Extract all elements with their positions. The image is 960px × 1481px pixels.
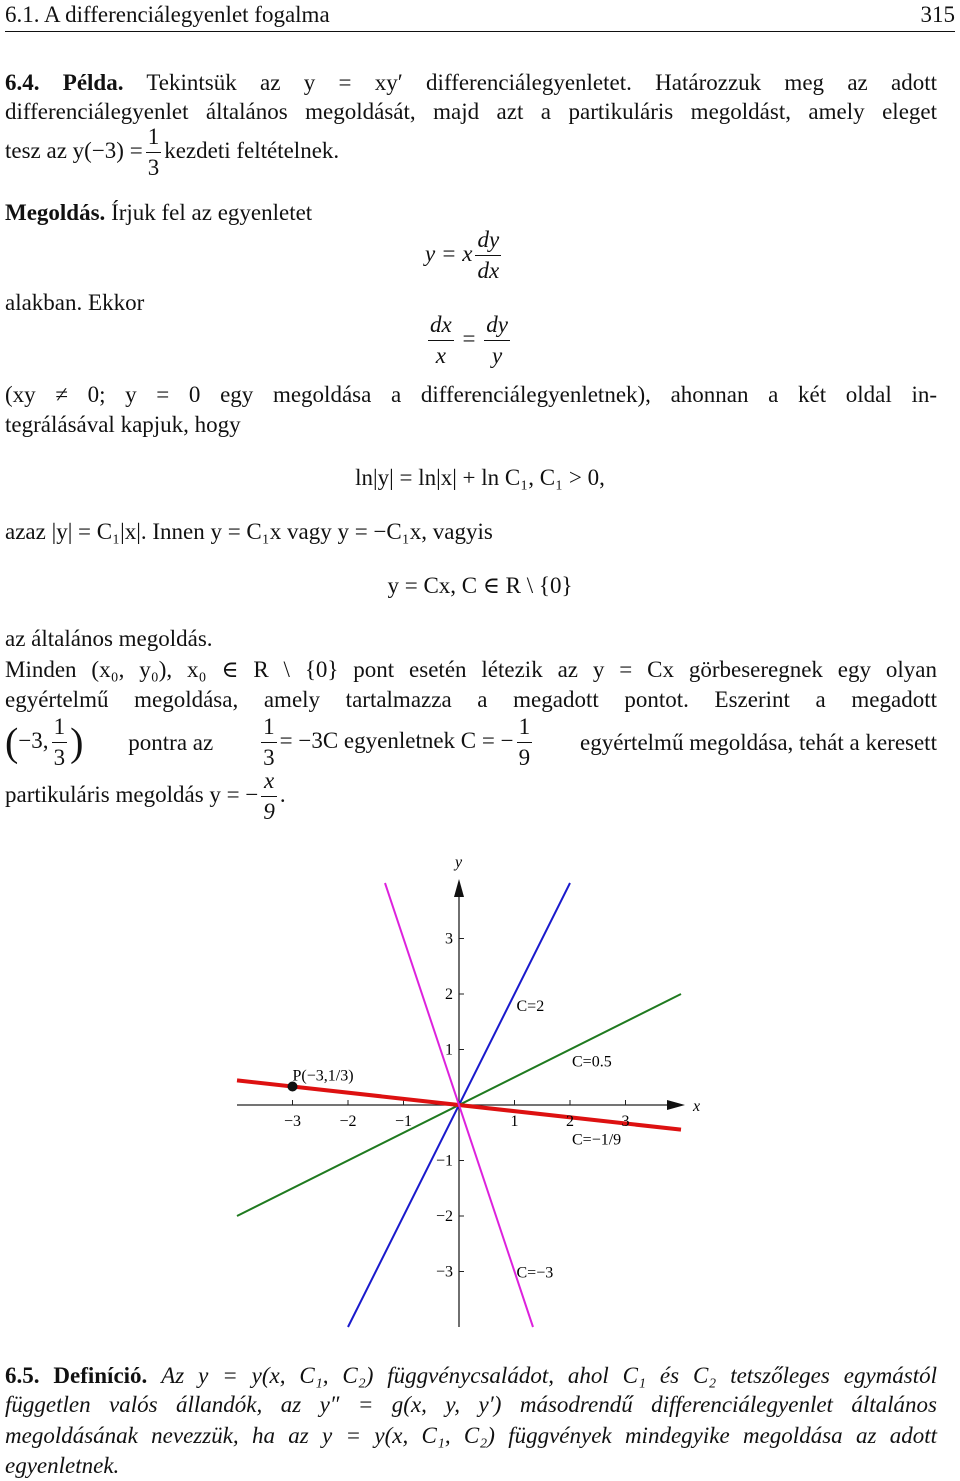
num: dy	[484, 310, 510, 341]
text-line: tegrálásával kapjuk, hogy	[5, 412, 241, 437]
equation	[425, 225, 504, 286]
expr	[258, 712, 535, 773]
point-label: P(−3,1/3)	[292, 1067, 354, 1085]
fraction	[52, 712, 68, 773]
den: 9	[518, 745, 531, 770]
text-line: (xy ≠ 0; y = 0 egy megoldása a differenciálegyenletnek), ahonnan a két oldal in-	[5, 382, 937, 407]
den: x	[435, 343, 446, 368]
series-label: C=2	[516, 998, 545, 1016]
x-axis-label: x	[693, 1098, 701, 1115]
y-tick-label: −1	[435, 1152, 453, 1170]
den: dx	[477, 258, 500, 283]
equation: y = Cx, C ∈ R \ {0}	[387, 573, 573, 598]
text-line	[5, 766, 937, 827]
text-line: Írjuk fel az egyenletet	[111, 200, 313, 225]
y-tick-label: 1	[445, 1041, 453, 1059]
text-line	[5, 122, 937, 183]
num: dy	[475, 225, 501, 256]
x-tick-label: −1	[394, 1113, 413, 1130]
y-tick-label: −2	[435, 1208, 453, 1225]
num: x	[261, 766, 277, 797]
x-tick-label: −3	[283, 1113, 302, 1130]
text: egyértelmű megoldása, tehát a keresett	[579, 729, 937, 755]
text-line: Minden (x₀, y₀), x₀ ∈ R \ {0} pont esetén létezik az y = Cx görbeseregnek egy olyan	[5, 657, 937, 682]
text-line: egyenletnek.	[5, 1453, 120, 1478]
definition-label: 6.5. Definíció.	[5, 1363, 148, 1388]
fraction	[475, 225, 501, 286]
x-tick-label: −2	[339, 1113, 357, 1130]
y-axis-arrow	[454, 879, 464, 897]
text-line: megoldásának nevezzük, ha az y = y(x, C₁, C₂) függvények mindegyike megoldása az adott	[5, 1423, 937, 1448]
text-line: differenciálegyenlet általános megoldását, majd azt a partikuláris megoldást, amely eleget	[5, 99, 937, 124]
text-line	[5, 712, 937, 773]
text: pontra az	[128, 729, 214, 755]
text: kezdeti feltételnek.	[164, 137, 340, 163]
num: 1	[146, 122, 162, 153]
den: 3	[53, 745, 66, 770]
series-label: C=−3	[516, 1264, 554, 1282]
den: 9	[263, 799, 275, 824]
text: y = x	[425, 240, 473, 266]
y-axis-label: y	[455, 854, 463, 871]
den: y	[491, 343, 503, 368]
num: 1	[52, 712, 68, 743]
fraction	[146, 122, 162, 183]
x-tick-label: 2	[566, 1113, 574, 1130]
page-number: 315	[920, 2, 955, 27]
equation: ln|y| = ln|x| + ln C₁, C₁ > 0,	[355, 465, 605, 490]
fraction	[261, 712, 277, 773]
text: =	[462, 325, 476, 351]
text-line: Tekintsük az y = xy′ differenciálegyenletet. Határozzuk meg az adott	[146, 70, 937, 95]
text: partikuláris megoldás y = −	[5, 781, 259, 807]
series-label: C=−1/9	[572, 1131, 622, 1149]
text-line: alakban. Ekkor	[5, 290, 145, 315]
text: .	[279, 781, 286, 807]
labels	[284, 854, 700, 1282]
solution-curves-chart	[0, 840, 960, 1340]
num: 1	[261, 712, 277, 743]
fraction	[261, 766, 277, 827]
fraction	[428, 310, 454, 371]
den: 3	[263, 745, 275, 770]
x-axis-arrow	[667, 1100, 685, 1110]
point-expr: (−3, $\frac{1}{3}$ )	[5, 712, 83, 773]
text-line: azaz |y| = C₁|x|. Innen y = C₁x vagy y = −C₁x, vagyis	[5, 519, 493, 544]
text: = −3C egyenletnek C = −	[279, 727, 514, 753]
text: tesz az y(−3) =	[5, 137, 143, 163]
y-tick-label: −3	[435, 1263, 453, 1281]
text: −3,	[18, 727, 49, 753]
text-line: egyértelmű megoldása, amely tartalmazza a megadott pontot. Eszerint a megadott	[5, 687, 937, 712]
fraction	[517, 712, 533, 773]
text-line: független valós állandók, az y″ = g(x, y, y′) másodrendű differenciálegyenlet általános	[5, 1392, 937, 1417]
solution-label: Megoldás.	[5, 200, 106, 225]
header-rule	[5, 31, 955, 32]
example-label: 6.4. Példa.	[5, 70, 124, 95]
fraction	[484, 310, 510, 371]
num: 1	[517, 712, 533, 743]
num: dx	[428, 310, 454, 341]
y-tick-label: 2	[445, 986, 453, 1003]
den: 3	[147, 155, 160, 180]
x-tick-label: 3	[621, 1113, 630, 1130]
y-tick-label: 3	[445, 930, 453, 948]
series-label: C=0.5	[572, 1053, 612, 1071]
section-title: 6.1. A differenciálegyenlet fogalma	[5, 2, 330, 27]
text-line: az általános megoldás.	[5, 626, 213, 651]
equation	[425, 310, 513, 371]
text-line: Az y = y(x, C₁, C₂) függvénycsaládot, ahol C₁ és C₂ tetszőleges egymástól	[161, 1363, 937, 1388]
x-tick-label: 1	[510, 1113, 519, 1130]
